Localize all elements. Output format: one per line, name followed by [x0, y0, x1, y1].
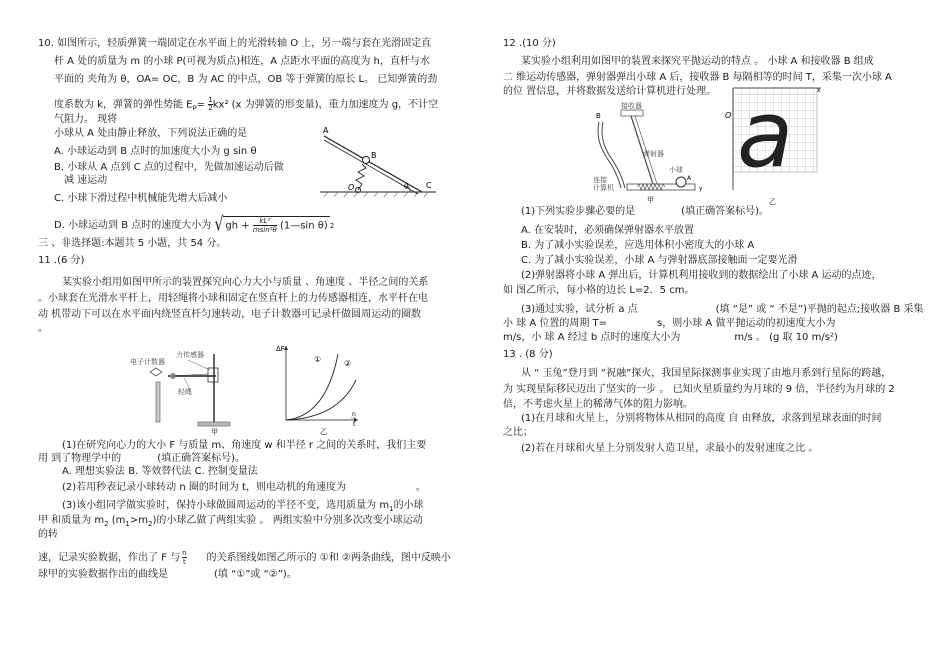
q10-option-d[interactable]: D. 小球运动到 B 点时的速度大小为 √ gh + $\frac{\text{kL²}}{\text{msin²θ}}$ (1—sin θ) 2	[54, 213, 335, 237]
q12-fig-y-label: y	[699, 185, 703, 192]
q12-figure-yi	[699, 81, 825, 206]
q13-head: 13 . (8 分)	[503, 349, 553, 360]
q10-option-b-line1[interactable]: B. 小球从 A 点到 C 点的过程中，先做加速运动后做	[54, 162, 284, 173]
q12-option-b[interactable]: B. 为了减小实验误差，应选用体积小密度大的小球 A	[521, 240, 755, 251]
q12-fig-x-label: x	[817, 87, 821, 94]
q10-line-4: 度系数为 k，弹簧的弹性势能 $E_P=$ $\frac{1}{2}$ kx² (x 为弹簧的形变量)，重力加速度为 g，不计空	[54, 96, 439, 113]
q11-s3-line3: 的转	[38, 529, 58, 540]
q11-figure-yi	[276, 340, 366, 436]
q12-fig-receiver-label: 接收器	[621, 102, 642, 110]
q12-fig-o-label: O	[725, 111, 732, 120]
q11-p2: 。小球套在光滑水平杆上，用轻绳将小球和固定在竖直杆上的力传感器相连，水平杆在电	[38, 293, 428, 304]
q12-option-c[interactable]: C. 为了减小实验误差，小球 A 与弹射器底部接触面一定要光滑	[521, 255, 798, 266]
q12-fig-ball-label: 小球	[669, 166, 683, 174]
q11-p4: 。	[38, 323, 48, 334]
q12-p2: 二 维运动传感器，弹射器弹出小球 A 后，接收器 B 每隔相等的时间 T，采集一次小球 A	[503, 72, 892, 83]
q13-s1-line2: 之比；	[503, 427, 533, 438]
q13-p3: 倍，不考虑火星上的稀薄气体的阻力影响。	[503, 399, 693, 410]
q10-fig-label-theta: θ	[404, 183, 409, 191]
q11-p3: 动 机带动下可以在水平面内绕竖直杆匀速转动，电子计数器可记录杆做圆周运动的圈数	[38, 309, 422, 320]
q10-line-3: 平面的 夹角为 θ，OA= OC，B 为 AC 的中点，OB 等于弹簧的原长 L。 已知弹簧的劲	[54, 74, 438, 85]
q12-p1: 某实验小组利用如图甲的装置来探究平抛运动的特点 。 小球 A 和接收器 B 组成	[521, 56, 874, 67]
q12-fig-computer-label-2: 计算机	[593, 184, 614, 192]
q11-s2: (2)若用秒表记录小球转动 n 圈的时间为 t，则电动机的角速度为 。	[62, 482, 426, 493]
q13-p1: 从 “ 玉兔”登月到 “祝融”探火，我国星际探测事业实现了由地月系到行星际的跨越，	[521, 368, 892, 379]
q13-p2: 为 实现星际移民迈出了坚实的一步 。 已知火星质量约为月球的 9 倍，半径约为月球的 2	[503, 384, 895, 395]
q12-s2-line2: 如 图乙所示，每小格的边长 L=2．5 cm。	[503, 285, 695, 296]
q11-fig-yi-n-label: n	[352, 411, 356, 418]
q10-line-1: 10. 如图所示，轻质弹簧一端固定在水平面上的光滑转轴 O 上，另一端与套在光滑固定直	[38, 38, 432, 49]
q12-s2-line1: (2)弹射器将小球 A 弹出后，计算机利用接收到的数据绘出了小球 A 运动的点迹，	[521, 270, 882, 281]
q12-s3-line3: m/s，小 球 A 经过 b 点时的速度大小为 m/s 。 (g 取 10 m/s²)	[503, 332, 838, 343]
q11-fig-rope-label: 轻绳	[178, 388, 192, 396]
q11-s3-line5: 球甲的实验数据作出的曲线是 (填 “①”或 “②”)。	[38, 569, 297, 580]
q10-line-6: 小球从 A 处由静止释放，下列说法正确的是	[54, 128, 248, 139]
q13-s2: (2)若在月球和火星上分别发射人造卫星，求最小的发射速度之比 。	[521, 443, 819, 454]
q11-s3-line2: 甲 和质量为 $m_2$ $(m_1>m_2)$的小球乙做了两组实验 。 两组实验中分别多次改变小球运动	[38, 515, 423, 528]
q12-p3: 的位 置信息，并将数据发送给计算机进行处理。	[503, 86, 717, 97]
q12-fig-b-label: B	[596, 112, 601, 120]
q10-figure	[318, 122, 438, 200]
q11-fig-jia-caption: 甲	[211, 428, 218, 436]
q11-fig-yi-f-label: ΔF	[276, 345, 285, 353]
q11-fig-yi-caption: 乙	[320, 428, 327, 436]
q10-fig-label-b: B	[371, 151, 377, 160]
q11-fig-yi-t-label: t	[353, 421, 356, 428]
q10-fig-label-o: O	[348, 183, 355, 192]
q11-head: 11 .(6 分)	[38, 255, 85, 266]
q12-fig-yi-caption: 乙	[769, 198, 776, 206]
q11-s1-line2: 用 到了物理学中的 (填正确答案标号)。	[38, 453, 245, 464]
q10-fig-label-a: A	[323, 126, 329, 135]
q11-fig-sensor-label: 力传感器	[176, 351, 204, 359]
q11-s1-options[interactable]: A. 理想实验法 B. 等效替代法 C. 控制变量法	[62, 466, 258, 477]
q12-fig-launcher-label: 弹射器	[643, 150, 664, 158]
q11-fig-yi-curve1: ①	[314, 355, 322, 364]
q12-figure-jia	[591, 100, 703, 204]
q11-figure-jia	[128, 344, 258, 434]
q10-option-b-line2: 减 速运动	[64, 175, 108, 186]
q12-fig-computer-label-1: 连接	[593, 176, 607, 184]
q12-s3-line1: (3)通过实验，试分析 a 点 (填 “是” 或 “ 不是”)平抛的起点;接收器 B 采集	[521, 304, 924, 315]
q12-s1: (1)下列实验步骤必要的是 (填正确答案标号)。	[521, 206, 769, 217]
q11-s1-line1: (1)在研究向心力的大小 F 与质量 m、角速度 w 和半径 r 之间的关系时，我们主要	[62, 440, 427, 451]
q12-option-a[interactable]: A. 在安装时，必须确保弹射器水平放置	[521, 225, 695, 236]
q11-fig-counter-label: 电子计数器	[130, 358, 165, 366]
q12-head: 12 .(10 分)	[503, 38, 556, 49]
q12-fig-jia-caption: 甲	[647, 196, 654, 204]
q12-fig-a-label: A	[687, 175, 692, 182]
q11-fig-yi-curve2: ②	[344, 359, 352, 368]
q11-p1: 某实验小组用如图甲所示的装置探究向心力大小与质量 、角速度 、半径之间的关系	[62, 277, 429, 288]
q11-s3-line4: 速，记录实验数据，作出了 F 与 $\frac{n}{t}$ 的关系图线如图乙所示的 ①和 ②两条曲线，图中反映小	[38, 549, 451, 566]
q10-line-2: 杆 A 处的质量为 m 的小球 P(可视为质点)相连，A 点距水平面的高度为 h，直杆与水	[54, 56, 430, 67]
q11-s3-line1: (3)该小组同学做实验时，保持小球做圆周运动的半径不变，选用质量为 $m_1$的小球	[62, 500, 424, 513]
q12-fig-point-a: a	[737, 81, 794, 188]
q13-s1-line1: (1)在月球和火星上，分别将物体从相同的高度 自 由释放，求落到星球表面的时间	[521, 413, 882, 424]
q10-fig-label-c: C	[426, 181, 432, 190]
q10-option-a[interactable]: A. 小球运动到 B 点时的加速度大小为 g sin θ	[54, 146, 257, 157]
q10-option-c[interactable]: C. 小球下滑过程中机械能先增大后减小	[54, 193, 228, 204]
section-3-heading: 三 、非选择题:本题共 5 小题，共 54 分。	[38, 238, 227, 249]
q12-s3-line2: 小 球 A 位置的周期 T= s，则小球 A 做平抛运动的初速度大小为	[503, 318, 836, 329]
q10-line-5: 气阻力。 现将	[54, 114, 118, 125]
